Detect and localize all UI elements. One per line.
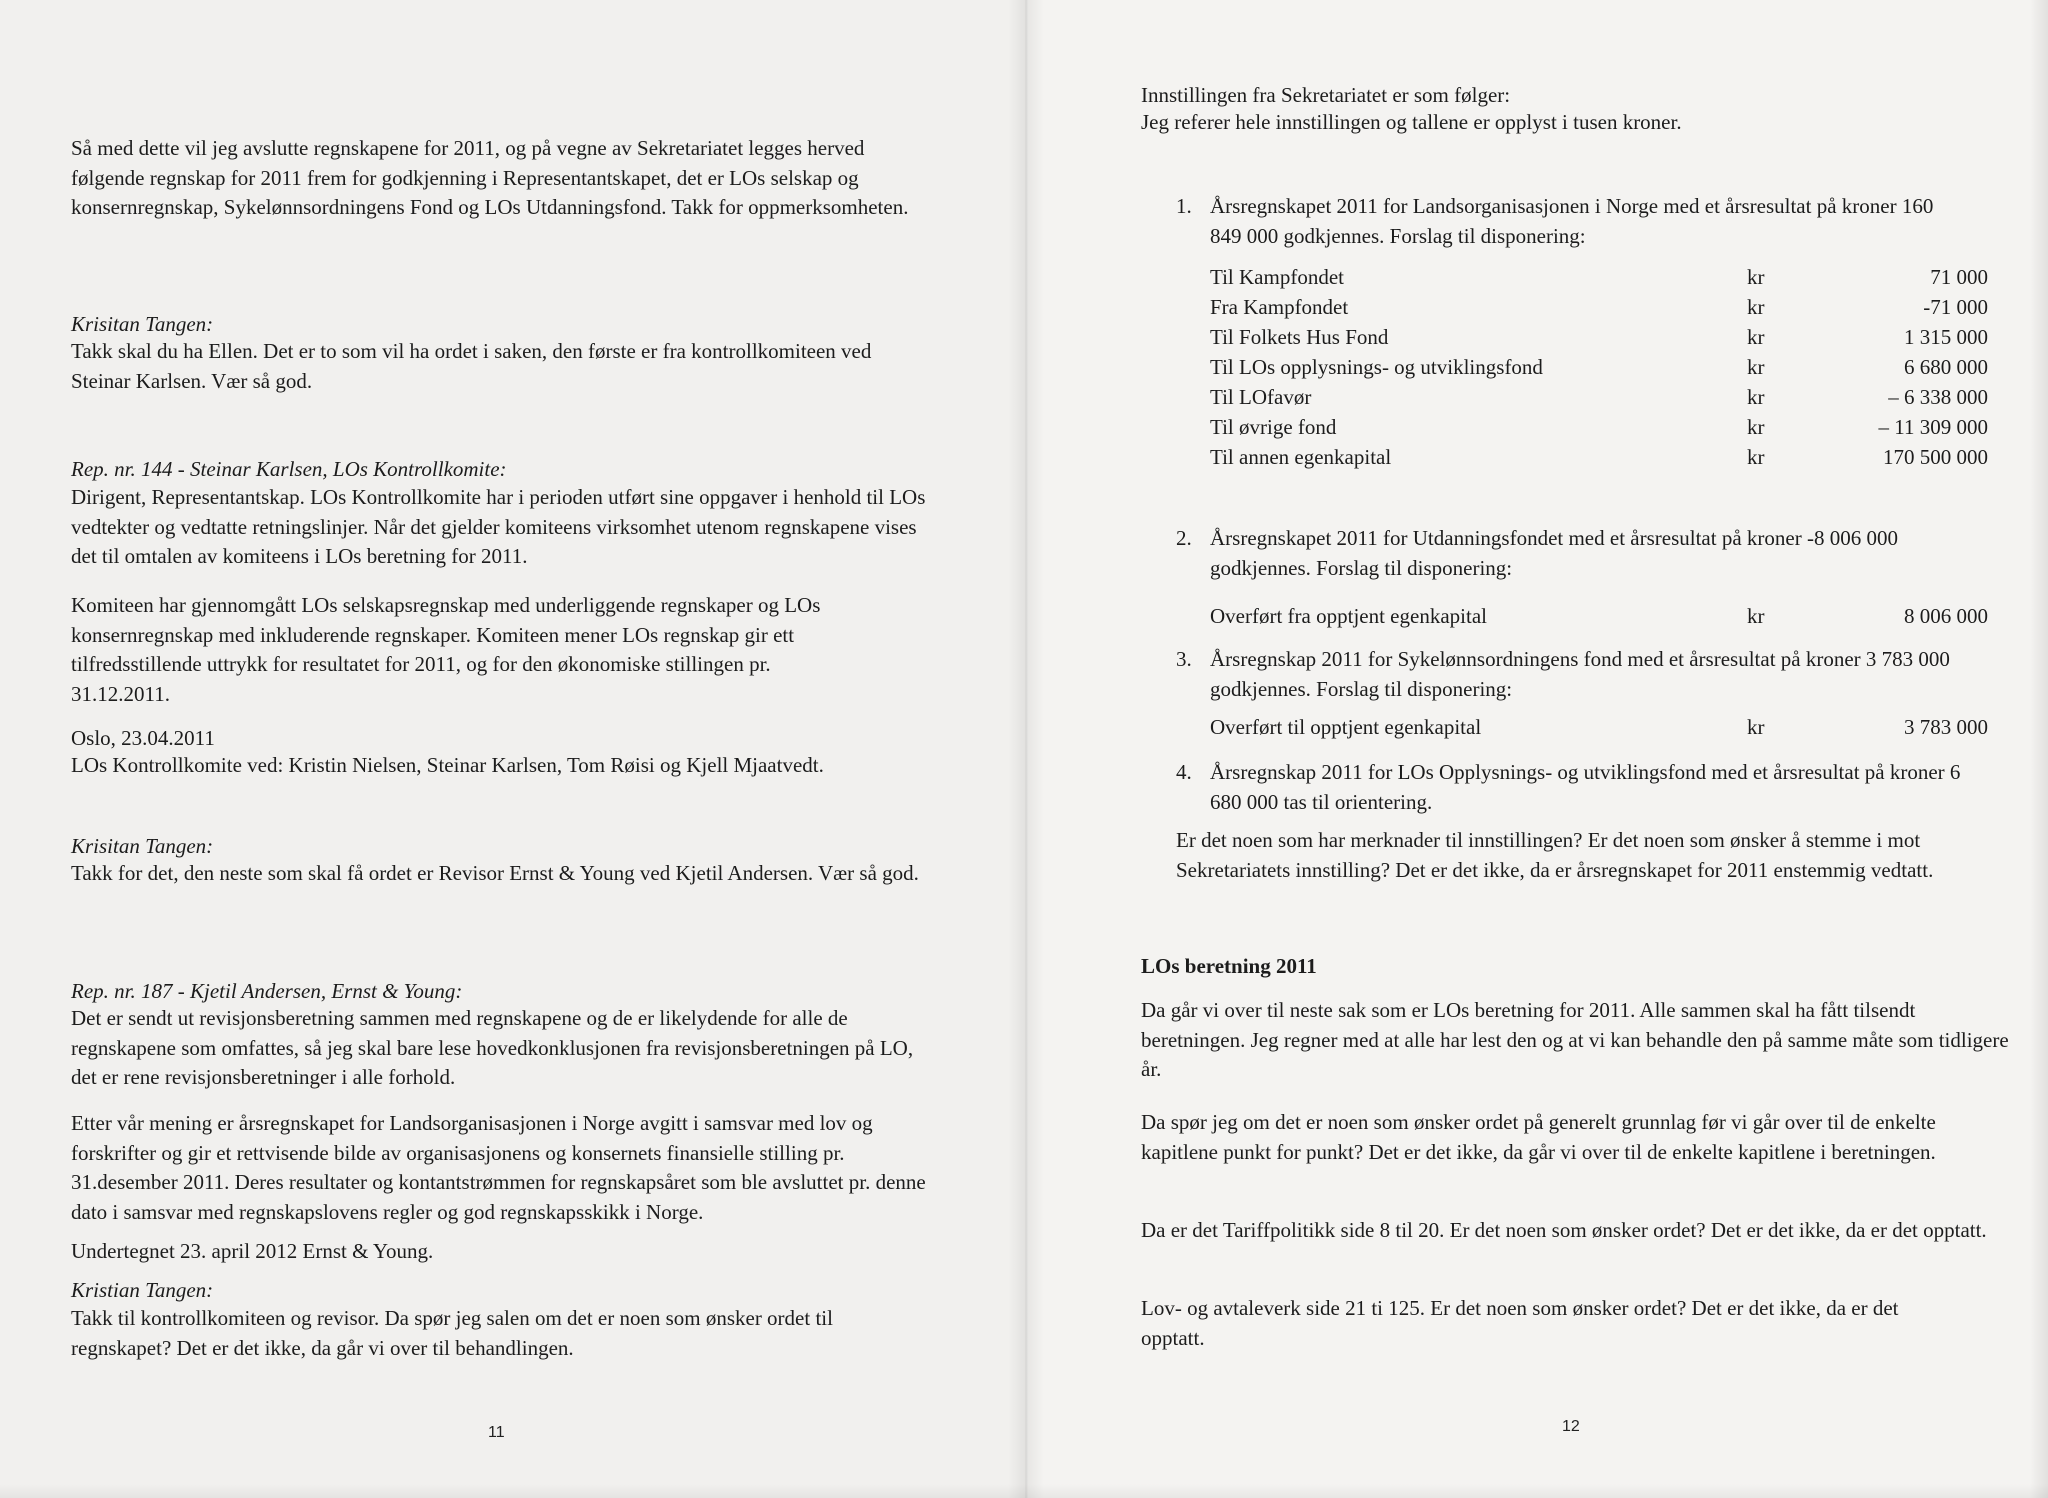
closing-paragraph: Er det noen som har merknader til innstillingen? Er det noen som ønsker å stemme i mot Sekretariatets innstilling? Det er det ikke, da er årsregnskapet for 2011 enstemmig vedtatt. bbox=[1176, 828, 1934, 882]
list-item-text: Årsregnskapet 2011 for Landsorganisasjonen i Norge med et årsresultat på kroner 160 849 000 godkjennes. Forslag til disponering: bbox=[1210, 194, 1934, 248]
speech-paragraph: Dirigent, Representantskap. LOs Kontrollkomite har i perioden utført sine oppgaver i henhold til LOs vedtekter og vedtatte retningslinjer. Når det gjelder komiteens virksomhet utenom regnskapene vises det til omtalen av komiteens i LOs beretning for 2011. bbox=[71, 485, 926, 568]
row-label: Til annen egenkapital bbox=[1210, 444, 1392, 469]
row-label: Til LOfavør bbox=[1210, 384, 1312, 409]
row-label: Til Kampfondet bbox=[1210, 264, 1344, 289]
speech-paragraph: Takk skal du ha Ellen. Det er to som vil ha ordet i saken, den første er fra kontrollkomiteen ved Steinar Karlsen. Vær så god. bbox=[71, 339, 872, 393]
list-number: 1. bbox=[1176, 194, 1192, 218]
body-paragraph: Da spør jeg om det er noen som ønsker ordet på generelt grunnlag før vi går over til de enkelte kapitlene punkt for punkt? Det er det ikke, da går vi over til de enkelte kapitlene i beretningen. bbox=[1141, 1110, 1936, 1164]
row-unit: kr bbox=[1747, 264, 1765, 289]
list-item-text: Årsregnskap 2011 for LOs Opplysnings- og utviklingsfond med et årsresultat på kroner 6 680 000 tas til orientering. bbox=[1210, 760, 1961, 814]
page-number: 11 bbox=[488, 1424, 505, 1441]
row-amount: -71 000 bbox=[1923, 294, 1988, 319]
disposition-table bbox=[1210, 262, 1988, 472]
disposition-table bbox=[1210, 712, 1988, 742]
body-paragraph: Da går vi over til neste sak som er LOs beretning for 2011. Alle sammen skal ha fått tilsendt beretningen. Jeg regner med at alle har lest den og at vi kan behandle den på samme måte som tidligere år. bbox=[1141, 998, 2009, 1081]
row-unit: kr bbox=[1747, 414, 1765, 439]
list-item-text: Årsregnskap 2011 for Sykelønnsordningens fond med et årsresultat på kroner 3 783 000 godkjennes. Forslag til disponering: bbox=[1210, 647, 1950, 701]
speech-paragraph: Etter vår mening er årsregnskapet for Landsorganisasjonen i Norge avgitt i samsvar med lov og forskrifter og gir et rettvisende bilde av organisasjonens og konsernets finansielle stilling pr. 31.desember 2011. Deres resultater og kontantstrømmen for regnskapsåret som ble avsluttet pr. denne dato i samsvar med regnskapslovens regler og god regnskapsskikk i Norge. bbox=[71, 1111, 926, 1224]
row-unit: kr bbox=[1747, 354, 1765, 379]
row-label: Til øvrige fond bbox=[1210, 414, 1337, 439]
book-gutter bbox=[1008, 0, 1044, 1498]
intro-line: Jeg referer hele innstillingen og tallene er opplyst i tusen kroner. bbox=[1141, 110, 1682, 134]
list-number: 4. bbox=[1176, 760, 1192, 784]
speaker-label: Krisitan Tangen: bbox=[71, 834, 214, 858]
disposition-table bbox=[1210, 601, 1988, 631]
intro-line: Innstillingen fra Sekretariatet er som følger: bbox=[1141, 83, 1511, 107]
body-paragraph: Lov- og avtaleverk side 21 ti 125. Er det noen som ønsker ordet? Det er det ikke, da er det opptatt. bbox=[1141, 1296, 1899, 1350]
speaker-label: Rep. nr. 187 - Kjetil Andersen, Ernst & Young: bbox=[71, 979, 463, 1003]
table-row bbox=[1210, 442, 1988, 472]
row-unit: kr bbox=[1747, 444, 1765, 469]
list-item-text: Årsregnskapet 2011 for Utdanningsfondet med et årsresultat på kroner -8 006 000 godkjennes. Forslag til disponering: bbox=[1210, 526, 1898, 580]
row-amount: 8 006 000 bbox=[1904, 603, 1988, 628]
row-amount: 6 680 000 bbox=[1904, 354, 1988, 379]
speaker-label: Kristian Tangen: bbox=[71, 1278, 214, 1302]
row-label: Overført fra opptjent egenkapital bbox=[1210, 603, 1487, 628]
table-row bbox=[1210, 262, 1988, 292]
table-row bbox=[1210, 382, 1988, 412]
page-number: 12 bbox=[1562, 1418, 1580, 1435]
row-amount: – 6 338 000 bbox=[1888, 384, 1988, 409]
body-paragraph: Da er det Tariffpolitikk side 8 til 20. Er det noen som ønsker ordet? Det er det ikke, da er det opptatt. bbox=[1141, 1218, 1987, 1242]
intro-paragraph: Så med dette vil jeg avslutte regnskapene for 2011, og på vegne av Sekretariatet legges herved følgende regnskap for 2011 frem for godkjenning i Representantskapet, det er LOs selskap og konsernregnskap, Sykelønnsordningens Fond og LOs Utdanningsfond. Takk for oppmerksomheten. bbox=[71, 136, 909, 219]
row-label: Fra Kampfondet bbox=[1210, 294, 1349, 319]
speech-paragraph: Komiteen har gjennomgått LOs selskapsregnskap med underliggende regnskaper og LOs konsernregnskap med inkluderende regnskaper. Komiteen mener LOs regnskap gir ett tilfredsstillende uttrykk for resultatet for 2011, og for den økonomiske stillingen pr. 31.12.2011. bbox=[71, 593, 821, 706]
place-date: Oslo, 23.04.2011 bbox=[71, 726, 215, 750]
table-row bbox=[1210, 322, 1988, 352]
row-amount: 170 500 000 bbox=[1883, 444, 1988, 469]
row-unit: kr bbox=[1747, 714, 1765, 739]
table-row bbox=[1210, 712, 1988, 742]
row-amount: – 11 309 000 bbox=[1878, 414, 1988, 439]
list-number: 3. bbox=[1176, 647, 1192, 671]
speech-paragraph: Det er sendt ut revisjonsberetning sammen med regnskapene og de er likelydende for alle de regnskapene som omfattes, så jeg skal bare lese hovedkonklusjonen fra revisjonsberetningen på LO, det er rene revisjonsberetninger i alle forhold. bbox=[71, 1006, 914, 1089]
row-unit: kr bbox=[1747, 324, 1765, 349]
page-edge-shadow bbox=[2030, 0, 2048, 1498]
signed-line: Undertegnet 23. april 2012 Ernst & Young. bbox=[71, 1239, 434, 1263]
table-row bbox=[1210, 292, 1988, 322]
row-label: Til Folkets Hus Fond bbox=[1210, 324, 1389, 349]
row-amount: 1 315 000 bbox=[1904, 324, 1988, 349]
speech-paragraph: Takk til kontrollkomiteen og revisor. Da spør jeg salen om det er noen som ønsker ordet til regnskapet? Det er det ikke, da går vi over til behandlingen. bbox=[71, 1306, 833, 1360]
row-unit: kr bbox=[1747, 603, 1765, 628]
committee-signatures: LOs Kontrollkomite ved: Kristin Nielsen, Steinar Karlsen, Tom Røisi og Kjell Mjaatvedt. bbox=[71, 753, 824, 777]
speaker-label: Krisitan Tangen: bbox=[71, 312, 214, 336]
table-row bbox=[1210, 352, 1988, 382]
row-label: Til LOs opplysnings- og utviklingsfond bbox=[1210, 354, 1543, 379]
row-label: Overført til opptjent egenkapital bbox=[1210, 714, 1482, 739]
page-edge-shadow bbox=[0, 1484, 2048, 1498]
row-amount: 71 000 bbox=[1930, 264, 1988, 289]
section-heading: LOs beretning 2011 bbox=[1141, 954, 1317, 978]
row-unit: kr bbox=[1747, 294, 1765, 319]
speaker-label: Rep. nr. 144 - Steinar Karlsen, LOs Kontrollkomite: bbox=[71, 457, 507, 481]
table-row bbox=[1210, 601, 1988, 631]
speech-paragraph: Takk for det, den neste som skal få ordet er Revisor Ernst & Young ved Kjetil Andersen. Vær så god. bbox=[71, 861, 919, 885]
list-number: 2. bbox=[1176, 526, 1192, 550]
row-unit: kr bbox=[1747, 384, 1765, 409]
table-row bbox=[1210, 412, 1988, 442]
row-amount: 3 783 000 bbox=[1904, 714, 1988, 739]
